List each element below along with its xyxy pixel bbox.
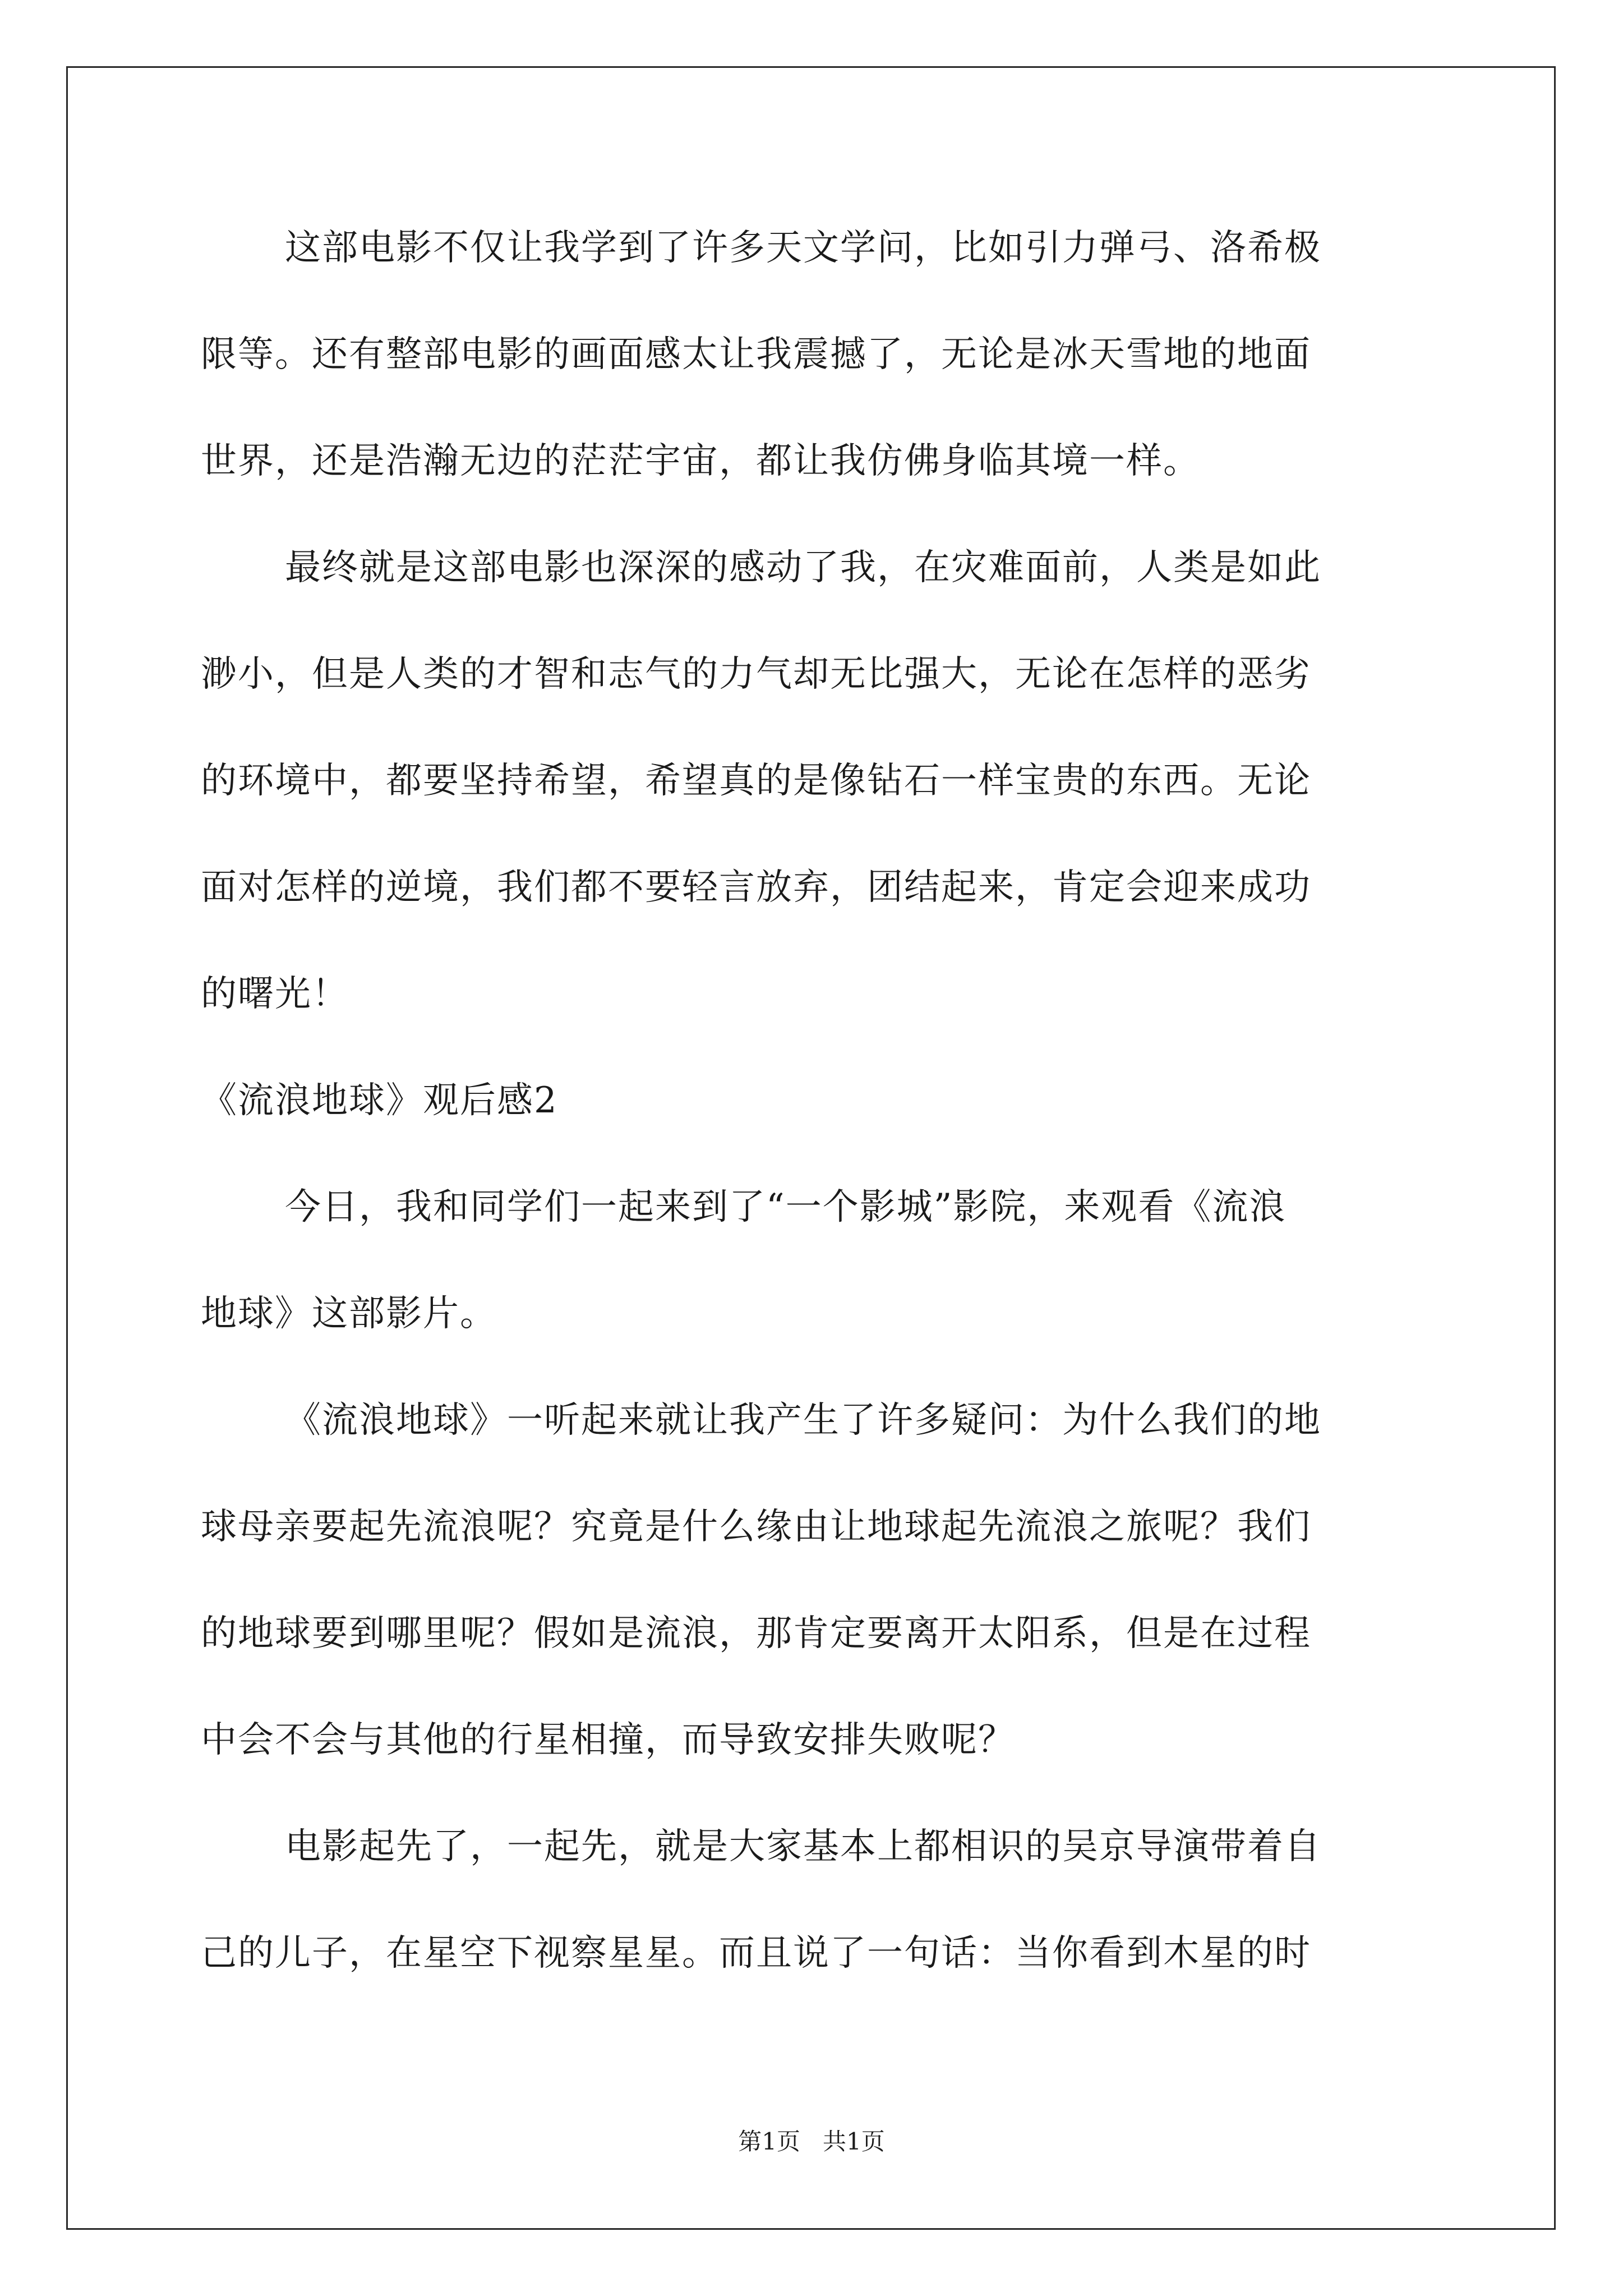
page-border — [66, 66, 1556, 2230]
text-line: 最终就是这部电影也深深的感动了我，在灾难面前，人类是如此 — [285, 547, 1321, 588]
text-line: 限等。还有整部电影的画面感太让我震撼了，无论是冰天雪地的地面 — [201, 334, 1311, 375]
text-line: 渺小，但是人类的才智和志气的力气却无比强大，无论在怎样的恶劣 — [201, 654, 1311, 695]
section-heading: 《流浪地球》观后感2 — [201, 1080, 558, 1121]
text-line: 面对怎样的逆境，我们都不要轻言放弃，团结起来，肯定会迎来成功 — [201, 867, 1311, 908]
text-line: 今日，我和同学们一起来到了“一个影城”影院，来观看《流浪 — [285, 1186, 1287, 1228]
text-line: 己的儿子，在星空下视察星星。而且说了一句话：当你看到木星的时 — [201, 1932, 1311, 1974]
page-footer: 第1页 共1页 — [738, 2128, 885, 2155]
text-line: 中会不会与其他的行星相撞，而导致安排失败呢？ — [201, 1719, 1015, 1761]
text-line: 《流浪地球》一听起来就让我产生了许多疑问：为什么我们的地 — [285, 1400, 1321, 1441]
text-line: 世界，还是浩瀚无边的茫茫宇宙，都让我仿佛身临其境一样。 — [201, 440, 1200, 482]
text-line: 这部电影不仅让我学到了许多天文学问，比如引力弹弓、洛希极 — [285, 227, 1321, 269]
text-line: 的地球要到哪里呢？假如是流浪，那肯定要离开太阳系，但是在过程 — [201, 1613, 1311, 1654]
text-line: 的曙光！ — [201, 973, 349, 1015]
text-line: 球母亲要起先流浪呢？究竟是什么缘由让地球起先流浪之旅呢？我们 — [201, 1506, 1311, 1548]
text-line: 的环境中，都要坚持希望，希望真的是像钻石一样宝贵的东西。无论 — [201, 760, 1311, 802]
text-line: 地球》这部影片。 — [201, 1293, 497, 1335]
text-line: 电影起先了，一起先，就是大家基本上都相识的吴京导演带着自 — [285, 1826, 1321, 1867]
